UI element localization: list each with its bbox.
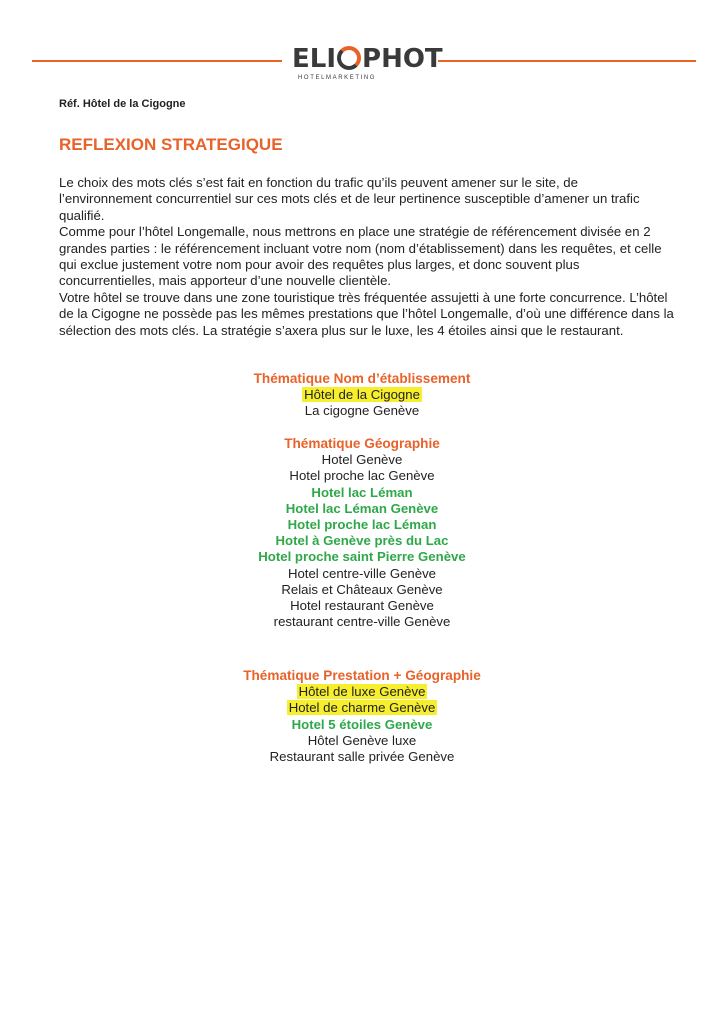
body-text	[59, 175, 674, 339]
paragraph: Comme pour l’hôtel Longemalle, nous mettrons en place une stratégie de référencement divisée en 2 grandes parties : le référencement incluant votre nom (nom d’établissement) dans les requêtes, et celle qui exclue justement votre nom pour avoir des requêtes plus larges, et donc souvent plus concurrentielles, mais apporteur d’une nouvelle clientèle.	[59, 224, 662, 289]
keyword-item: Hotel proche saint Pierre Genève	[258, 549, 466, 565]
keyword-item: Hotel 5 étoiles Genève	[291, 716, 433, 732]
section-geographie	[0, 436, 724, 630]
keyword-item: restaurant centre-ville Genève	[273, 614, 451, 630]
keyword-item: Hôtel de la Cigogne	[304, 387, 420, 403]
keyword-item: Hôtel Genève luxe	[307, 732, 417, 748]
keyword-item: Hotel lac Léman Genève	[285, 500, 439, 516]
section-title: Thématique Géographie	[284, 436, 440, 451]
reference-line: Réf. Hôtel de la Cigogne	[59, 98, 186, 110]
header-rule-right	[438, 60, 696, 62]
keyword-item: Hotel proche lac Léman	[287, 517, 437, 533]
section-title: Thématique Prestation + Géographie	[243, 668, 481, 683]
keyword-item: Hôtel de luxe Genève	[298, 684, 426, 700]
keyword-item: Hotel restaurant Genève	[290, 598, 434, 614]
keyword-item: Hotel proche lac Genève	[289, 468, 435, 484]
keyword-item: Hotel à Genève près du Lac	[275, 533, 449, 549]
paragraph: Le choix des mots clés s’est fait en fonction du trafic qu’ils peuvent amener sur le site, de l’environnement concurrentiel sur ces mots clés et de leur pertinence susceptible d’amener un trafic qualifié.	[59, 175, 640, 223]
keyword-item: Hotel de charme Genève	[288, 700, 436, 716]
page-title: REFLEXION STRATEGIQUE	[59, 135, 283, 154]
logo-ring-icon	[337, 46, 361, 70]
logo-tagline: HOTELMARKETING	[298, 75, 377, 81]
section-prestation-geographie	[0, 668, 724, 765]
keyword-item: La cigogne Genève	[304, 403, 420, 419]
header-rule-left	[32, 60, 282, 62]
keyword-item: Relais et Châteaux Genève	[281, 581, 443, 597]
keyword-item: Hotel centre-ville Genève	[287, 565, 437, 581]
keyword-item: Hotel Genève	[321, 452, 403, 468]
paragraph: Votre hôtel se trouve dans une zone touristique très fréquentée assujetti à une forte concurrence. L’hôtel de la Cigogne ne possède pas les mêmes prestations que l’hôtel Longemalle, d’où une différence dans la sélection des mots clés. La stratégie s’axera plus sur le luxe, les 4 étoiles ainsi que le restaurant.	[59, 289, 674, 338]
logo-wordmark: ELI PHOT	[292, 44, 443, 74]
section-nom-etablissement	[0, 371, 724, 420]
eliophot-logo	[292, 44, 443, 88]
section-title: Thématique Nom d’établissement	[253, 371, 471, 386]
keyword-item: Restaurant salle privée Genève	[269, 749, 455, 765]
keyword-item: Hotel lac Léman	[311, 484, 413, 500]
